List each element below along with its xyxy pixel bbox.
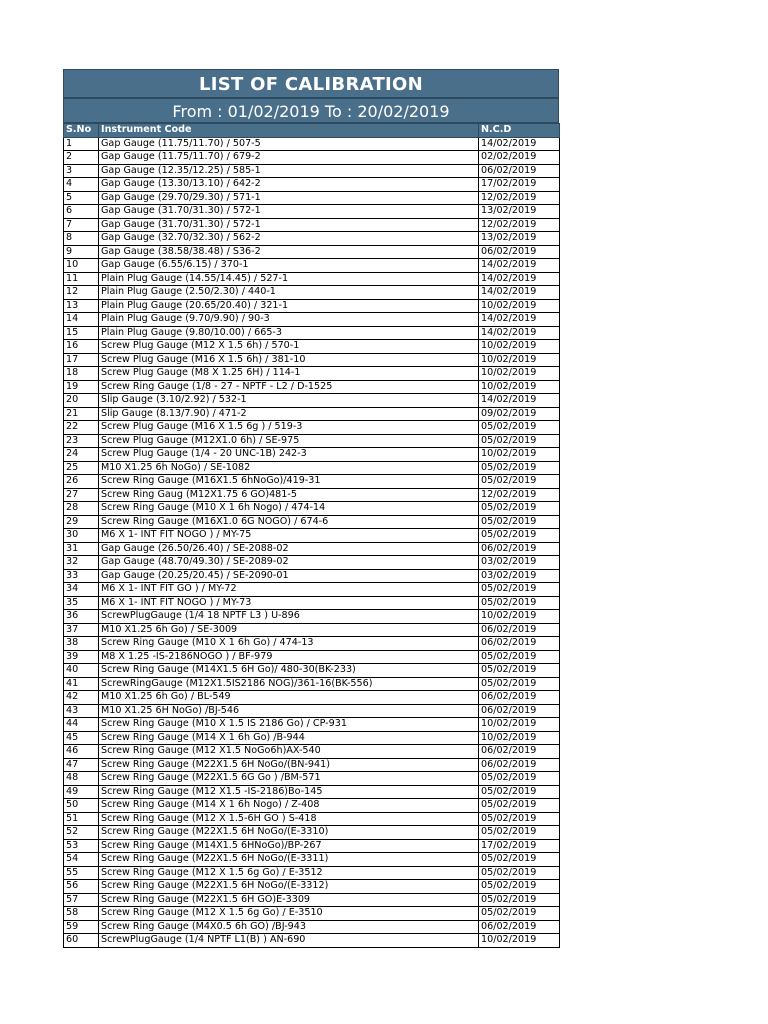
cell-sno: 36 bbox=[64, 610, 99, 624]
cell-ncd: 12/02/2019 bbox=[479, 218, 560, 232]
cell-instrument-code: M6 X 1- INT FIT GO ) / MY-72 bbox=[99, 583, 479, 597]
cell-sno: 57 bbox=[64, 893, 99, 907]
cell-sno: 22 bbox=[64, 421, 99, 435]
table-row bbox=[64, 853, 560, 867]
cell-ncd: 05/02/2019 bbox=[479, 502, 560, 516]
cell-ncd: 03/02/2019 bbox=[479, 556, 560, 570]
table-row bbox=[64, 448, 560, 462]
cell-instrument-code: ScrewPlugGauge (1/4 NPTF L1(B) ) AN-690 bbox=[99, 934, 479, 948]
cell-sno: 34 bbox=[64, 583, 99, 597]
cell-ncd: 06/02/2019 bbox=[479, 637, 560, 651]
cell-instrument-code: Screw Ring Gauge (M12 X1.5 -IS-2186)Bo-145 bbox=[99, 785, 479, 799]
cell-ncd: 05/02/2019 bbox=[479, 650, 560, 664]
cell-instrument-code: Gap Gauge (31.70/31.30) / 572-1 bbox=[99, 205, 479, 219]
cell-ncd: 05/02/2019 bbox=[479, 664, 560, 678]
table-row bbox=[64, 218, 560, 232]
cell-ncd: 06/02/2019 bbox=[479, 745, 560, 759]
table-row bbox=[64, 205, 560, 219]
table-row bbox=[64, 502, 560, 516]
cell-sno: 17 bbox=[64, 353, 99, 367]
cell-sno: 14 bbox=[64, 313, 99, 327]
cell-instrument-code: M8 X 1.25 -IS-2186NOGO ) / BF-979 bbox=[99, 650, 479, 664]
calibration-sheet bbox=[63, 69, 559, 948]
cell-instrument-code: Plain Plug Gauge (9.80/10.00) / 665-3 bbox=[99, 326, 479, 340]
table-row bbox=[64, 191, 560, 205]
cell-ncd: 17/02/2019 bbox=[479, 839, 560, 853]
page-title: LIST OF CALIBRATION bbox=[63, 69, 559, 98]
cell-sno: 15 bbox=[64, 326, 99, 340]
table-row bbox=[64, 245, 560, 259]
cell-instrument-code: Screw Plug Gauge (M16 X 1.5 6g ) / 519-3 bbox=[99, 421, 479, 435]
column-header-ncd: N.C.D bbox=[479, 124, 560, 138]
cell-sno: 10 bbox=[64, 259, 99, 273]
cell-instrument-code: Gap Gauge (29.70/29.30) / 571-1 bbox=[99, 191, 479, 205]
cell-sno: 11 bbox=[64, 272, 99, 286]
cell-sno: 26 bbox=[64, 475, 99, 489]
cell-sno: 59 bbox=[64, 920, 99, 934]
cell-ncd: 05/02/2019 bbox=[479, 853, 560, 867]
cell-sno: 31 bbox=[64, 542, 99, 556]
cell-instrument-code: Gap Gauge (20.25/20.45) / SE-2090-01 bbox=[99, 569, 479, 583]
cell-ncd: 05/02/2019 bbox=[479, 434, 560, 448]
cell-instrument-code: M10 X1.25 6h Go) / BL-549 bbox=[99, 691, 479, 705]
table-row bbox=[64, 488, 560, 502]
cell-sno: 4 bbox=[64, 178, 99, 192]
cell-sno: 1 bbox=[64, 137, 99, 151]
table-body bbox=[64, 137, 560, 947]
cell-sno: 27 bbox=[64, 488, 99, 502]
cell-sno: 18 bbox=[64, 367, 99, 381]
cell-ncd: 14/02/2019 bbox=[479, 272, 560, 286]
cell-instrument-code: Gap Gauge (6.55/6.15) / 370-1 bbox=[99, 259, 479, 273]
cell-instrument-code: Screw Ring Gauge (M22X1.5 6H NoGo/(E-3311) bbox=[99, 853, 479, 867]
cell-ncd: 06/02/2019 bbox=[479, 920, 560, 934]
cell-ncd: 05/02/2019 bbox=[479, 893, 560, 907]
table-row bbox=[64, 610, 560, 624]
table-row bbox=[64, 677, 560, 691]
cell-ncd: 06/02/2019 bbox=[479, 704, 560, 718]
cell-instrument-code: Gap Gauge (26.50/26.40) / SE-2088-02 bbox=[99, 542, 479, 556]
table-row bbox=[64, 920, 560, 934]
cell-ncd: 06/02/2019 bbox=[479, 623, 560, 637]
cell-instrument-code: ScrewPlugGauge (1/4 18 NPTF L3 ) U-896 bbox=[99, 610, 479, 624]
cell-ncd: 12/02/2019 bbox=[479, 488, 560, 502]
cell-ncd: 06/02/2019 bbox=[479, 245, 560, 259]
table-row bbox=[64, 529, 560, 543]
table-row bbox=[64, 623, 560, 637]
cell-sno: 51 bbox=[64, 812, 99, 826]
cell-instrument-code: Plain Plug Gauge (9.70/9.90) / 90-3 bbox=[99, 313, 479, 327]
table-row bbox=[64, 704, 560, 718]
cell-ncd: 05/02/2019 bbox=[479, 826, 560, 840]
cell-ncd: 05/02/2019 bbox=[479, 475, 560, 489]
cell-instrument-code: Screw Ring Gauge (M14 X 1 6h Go) /B-944 bbox=[99, 731, 479, 745]
cell-sno: 58 bbox=[64, 907, 99, 921]
table-row bbox=[64, 367, 560, 381]
cell-instrument-code: Gap Gauge (32.70/32.30) / 562-2 bbox=[99, 232, 479, 246]
cell-instrument-code: Screw Plug Gauge (M8 X 1.25 6H) / 114-1 bbox=[99, 367, 479, 381]
table-row bbox=[64, 542, 560, 556]
cell-ncd: 05/02/2019 bbox=[479, 866, 560, 880]
cell-sno: 12 bbox=[64, 286, 99, 300]
cell-ncd: 05/02/2019 bbox=[479, 772, 560, 786]
table-header-row bbox=[64, 124, 560, 138]
table-row bbox=[64, 272, 560, 286]
table-row bbox=[64, 596, 560, 610]
table-row bbox=[64, 299, 560, 313]
cell-ncd: 10/02/2019 bbox=[479, 353, 560, 367]
cell-sno: 32 bbox=[64, 556, 99, 570]
cell-sno: 56 bbox=[64, 880, 99, 894]
table-row bbox=[64, 259, 560, 273]
cell-ncd: 10/02/2019 bbox=[479, 367, 560, 381]
cell-ncd: 05/02/2019 bbox=[479, 461, 560, 475]
table-row bbox=[64, 893, 560, 907]
cell-ncd: 10/02/2019 bbox=[479, 718, 560, 732]
cell-sno: 20 bbox=[64, 394, 99, 408]
cell-sno: 7 bbox=[64, 218, 99, 232]
cell-ncd: 10/02/2019 bbox=[479, 380, 560, 394]
cell-ncd: 06/02/2019 bbox=[479, 691, 560, 705]
cell-sno: 47 bbox=[64, 758, 99, 772]
cell-instrument-code: M6 X 1- INT FIT NOGO ) / MY-73 bbox=[99, 596, 479, 610]
table-row bbox=[64, 407, 560, 421]
table-row bbox=[64, 866, 560, 880]
cell-ncd: 10/02/2019 bbox=[479, 934, 560, 948]
table-row bbox=[64, 313, 560, 327]
cell-instrument-code: Screw Ring Gauge (M22X1.5 6H GO)E-3309 bbox=[99, 893, 479, 907]
table-row bbox=[64, 515, 560, 529]
cell-sno: 53 bbox=[64, 839, 99, 853]
cell-ncd: 14/02/2019 bbox=[479, 259, 560, 273]
cell-instrument-code: Screw Ring Gauge (M22X1.5 6H NoGo/(BN-941) bbox=[99, 758, 479, 772]
table-row bbox=[64, 583, 560, 597]
cell-ncd: 05/02/2019 bbox=[479, 596, 560, 610]
cell-sno: 24 bbox=[64, 448, 99, 462]
cell-sno: 5 bbox=[64, 191, 99, 205]
date-range-subtitle: From : 01/02/2019 To : 20/02/2019 bbox=[63, 98, 559, 123]
cell-instrument-code: Screw Ring Gauge (M12 X 1.5 6g Go) / E-3510 bbox=[99, 907, 479, 921]
table-row bbox=[64, 650, 560, 664]
cell-ncd: 13/02/2019 bbox=[479, 205, 560, 219]
cell-instrument-code: Slip Gauge (3.10/2.92) / 532-1 bbox=[99, 394, 479, 408]
column-header-instrument-code: Instrument Code bbox=[99, 124, 479, 138]
cell-ncd: 17/02/2019 bbox=[479, 178, 560, 192]
cell-instrument-code: Gap Gauge (48.70/49.30) / SE-2089-02 bbox=[99, 556, 479, 570]
table-row bbox=[64, 340, 560, 354]
table-row bbox=[64, 137, 560, 151]
cell-sno: 48 bbox=[64, 772, 99, 786]
cell-sno: 21 bbox=[64, 407, 99, 421]
cell-sno: 19 bbox=[64, 380, 99, 394]
cell-sno: 39 bbox=[64, 650, 99, 664]
cell-instrument-code: Gap Gauge (11.75/11.70) / 679-2 bbox=[99, 151, 479, 165]
calibration-table bbox=[63, 123, 560, 948]
table-row bbox=[64, 664, 560, 678]
table-row bbox=[64, 434, 560, 448]
cell-sno: 41 bbox=[64, 677, 99, 691]
cell-sno: 23 bbox=[64, 434, 99, 448]
cell-ncd: 05/02/2019 bbox=[479, 515, 560, 529]
table-row bbox=[64, 178, 560, 192]
cell-ncd: 05/02/2019 bbox=[479, 880, 560, 894]
table-row bbox=[64, 839, 560, 853]
cell-instrument-code: Slip Gauge (8.13/7.90) / 471-2 bbox=[99, 407, 479, 421]
cell-instrument-code: Screw Ring Gauge (M22X1.5 6G Go ) /BM-571 bbox=[99, 772, 479, 786]
cell-ncd: 06/02/2019 bbox=[479, 164, 560, 178]
cell-instrument-code: Screw Ring Gauge (M22X1.5 6H NoGo/(E-3310) bbox=[99, 826, 479, 840]
table-row bbox=[64, 326, 560, 340]
cell-sno: 43 bbox=[64, 704, 99, 718]
cell-sno: 3 bbox=[64, 164, 99, 178]
table-row bbox=[64, 799, 560, 813]
cell-instrument-code: Gap Gauge (38.58/38.48) / S36-2 bbox=[99, 245, 479, 259]
cell-instrument-code: Screw Ring Gauge (M12 X 1.5 6g Go) / E-3512 bbox=[99, 866, 479, 880]
cell-ncd: 10/02/2019 bbox=[479, 299, 560, 313]
cell-ncd: 12/02/2019 bbox=[479, 191, 560, 205]
table-row bbox=[64, 461, 560, 475]
cell-instrument-code: Plain Plug Gauge (14.55/14.45) / 527-1 bbox=[99, 272, 479, 286]
cell-ncd: 05/02/2019 bbox=[479, 907, 560, 921]
cell-sno: 40 bbox=[64, 664, 99, 678]
cell-ncd: 10/02/2019 bbox=[479, 610, 560, 624]
table-row bbox=[64, 475, 560, 489]
cell-instrument-code: Screw Ring Gauge (M16X1.0 6G NOGO) / 674-6 bbox=[99, 515, 479, 529]
table-row bbox=[64, 691, 560, 705]
table-row bbox=[64, 556, 560, 570]
cell-ncd: 10/02/2019 bbox=[479, 448, 560, 462]
cell-sno: 13 bbox=[64, 299, 99, 313]
cell-instrument-code: Screw Plug Gauge (M16 X 1.5 6h) / 381-10 bbox=[99, 353, 479, 367]
cell-instrument-code: Gap Gauge (13.30/13.10) / 642-2 bbox=[99, 178, 479, 192]
cell-ncd: 14/02/2019 bbox=[479, 286, 560, 300]
table-row bbox=[64, 164, 560, 178]
cell-instrument-code: Screw Ring Gauge (M4X0.5 6h GO) /BJ-943 bbox=[99, 920, 479, 934]
cell-ncd: 05/02/2019 bbox=[479, 421, 560, 435]
cell-instrument-code: Plain Plug Gauge (2.50/2.30) / 440-1 bbox=[99, 286, 479, 300]
table-row bbox=[64, 394, 560, 408]
cell-ncd: 05/02/2019 bbox=[479, 812, 560, 826]
cell-instrument-code: Screw Ring Gauge (M14 X 1 6h Nogo) / Z-408 bbox=[99, 799, 479, 813]
table-row bbox=[64, 785, 560, 799]
cell-ncd: 06/02/2019 bbox=[479, 542, 560, 556]
cell-sno: 28 bbox=[64, 502, 99, 516]
cell-instrument-code: Screw Ring Gauge (M14X1.5 6H Go)/ 480-30(BK-233) bbox=[99, 664, 479, 678]
cell-instrument-code: Screw Ring Gauge (M10 X 1 6h Nogo) / 474-14 bbox=[99, 502, 479, 516]
table-row bbox=[64, 812, 560, 826]
cell-instrument-code: Gap Gauge (12.35/12.25) / 585-1 bbox=[99, 164, 479, 178]
cell-ncd: 05/02/2019 bbox=[479, 785, 560, 799]
cell-sno: 9 bbox=[64, 245, 99, 259]
cell-sno: 6 bbox=[64, 205, 99, 219]
cell-instrument-code: M10 X1.25 6h NoGo) / SE-1082 bbox=[99, 461, 479, 475]
cell-sno: 42 bbox=[64, 691, 99, 705]
cell-instrument-code: Screw Ring Gauge (M10 X 1 6h Go) / 474-13 bbox=[99, 637, 479, 651]
table-row bbox=[64, 380, 560, 394]
cell-sno: 29 bbox=[64, 515, 99, 529]
cell-sno: 2 bbox=[64, 151, 99, 165]
cell-instrument-code: Plain Plug Gauge (20.65/20.40) / 321-1 bbox=[99, 299, 479, 313]
cell-ncd: 06/02/2019 bbox=[479, 758, 560, 772]
cell-sno: 45 bbox=[64, 731, 99, 745]
cell-sno: 8 bbox=[64, 232, 99, 246]
cell-sno: 54 bbox=[64, 853, 99, 867]
cell-instrument-code: M10 X1.25 6H NoGo) /BJ-546 bbox=[99, 704, 479, 718]
cell-ncd: 03/02/2019 bbox=[479, 569, 560, 583]
cell-instrument-code: M6 X 1- INT FIT NOGO ) / MY-75 bbox=[99, 529, 479, 543]
cell-ncd: 14/02/2019 bbox=[479, 326, 560, 340]
table-row bbox=[64, 569, 560, 583]
cell-sno: 55 bbox=[64, 866, 99, 880]
table-row bbox=[64, 745, 560, 759]
cell-instrument-code: Screw Ring Gauge (M10 X 1.5 IS 2186 Go) / CP-931 bbox=[99, 718, 479, 732]
cell-sno: 52 bbox=[64, 826, 99, 840]
cell-instrument-code: Gap Gauge (31.70/31.30) / 572-1 bbox=[99, 218, 479, 232]
cell-ncd: 05/02/2019 bbox=[479, 799, 560, 813]
cell-sno: 50 bbox=[64, 799, 99, 813]
cell-sno: 33 bbox=[64, 569, 99, 583]
cell-ncd: 05/02/2019 bbox=[479, 583, 560, 597]
cell-ncd: 13/02/2019 bbox=[479, 232, 560, 246]
cell-sno: 46 bbox=[64, 745, 99, 759]
cell-sno: 44 bbox=[64, 718, 99, 732]
cell-sno: 16 bbox=[64, 340, 99, 354]
cell-instrument-code: M10 X1.25 6h Go) / SE-3009 bbox=[99, 623, 479, 637]
cell-sno: 49 bbox=[64, 785, 99, 799]
table-row bbox=[64, 731, 560, 745]
table-row bbox=[64, 758, 560, 772]
cell-instrument-code: Screw Ring Gauge (M12 X1.5 NoGo6h)AX-540 bbox=[99, 745, 479, 759]
cell-instrument-code: Screw Plug Gauge (M12 X 1.5 6h) / 570-1 bbox=[99, 340, 479, 354]
cell-ncd: 05/02/2019 bbox=[479, 529, 560, 543]
cell-instrument-code: ScrewRingGauge (M12X1.5IS2186 NOG)/361-16(BK-556) bbox=[99, 677, 479, 691]
cell-ncd: 14/02/2019 bbox=[479, 137, 560, 151]
cell-instrument-code: Gap Gauge (11.75/11.70) / 507-5 bbox=[99, 137, 479, 151]
cell-instrument-code: Screw Ring Gauge (M14X1.5 6HNoGo)/BP-267 bbox=[99, 839, 479, 853]
cell-ncd: 05/02/2019 bbox=[479, 677, 560, 691]
cell-instrument-code: Screw Plug Gauge (M12X1.0 6h) / SE-975 bbox=[99, 434, 479, 448]
table-row bbox=[64, 880, 560, 894]
cell-sno: 35 bbox=[64, 596, 99, 610]
column-header-sno: S.No bbox=[64, 124, 99, 138]
cell-ncd: 14/02/2019 bbox=[479, 313, 560, 327]
cell-instrument-code: Screw Ring Gauge (M16X1.5 6hNoGo)/419-31 bbox=[99, 475, 479, 489]
cell-sno: 30 bbox=[64, 529, 99, 543]
cell-ncd: 10/02/2019 bbox=[479, 731, 560, 745]
cell-instrument-code: Screw Ring Gauge (1/8 - 27 - NPTF - L2 / D-1525 bbox=[99, 380, 479, 394]
cell-ncd: 02/02/2019 bbox=[479, 151, 560, 165]
cell-sno: 38 bbox=[64, 637, 99, 651]
cell-sno: 25 bbox=[64, 461, 99, 475]
cell-ncd: 10/02/2019 bbox=[479, 340, 560, 354]
table-row bbox=[64, 151, 560, 165]
cell-instrument-code: Screw Ring Gauge (M12 X 1.5-6H GO ) S-418 bbox=[99, 812, 479, 826]
table-row bbox=[64, 907, 560, 921]
cell-sno: 60 bbox=[64, 934, 99, 948]
table-row bbox=[64, 772, 560, 786]
table-row bbox=[64, 934, 560, 948]
table-row bbox=[64, 718, 560, 732]
table-row bbox=[64, 286, 560, 300]
table-row bbox=[64, 421, 560, 435]
table-row bbox=[64, 826, 560, 840]
cell-ncd: 09/02/2019 bbox=[479, 407, 560, 421]
table-row bbox=[64, 353, 560, 367]
cell-sno: 37 bbox=[64, 623, 99, 637]
cell-instrument-code: Screw Plug Gauge (1/4 - 20 UNC-1B) 242-3 bbox=[99, 448, 479, 462]
cell-instrument-code: Screw Ring Gauge (M22X1.5 6H NoGo/(E-3312) bbox=[99, 880, 479, 894]
table-row bbox=[64, 637, 560, 651]
cell-instrument-code: Screw Ring Gaug (M12X1.75 6 GO)481-5 bbox=[99, 488, 479, 502]
table-row bbox=[64, 232, 560, 246]
cell-ncd: 14/02/2019 bbox=[479, 394, 560, 408]
